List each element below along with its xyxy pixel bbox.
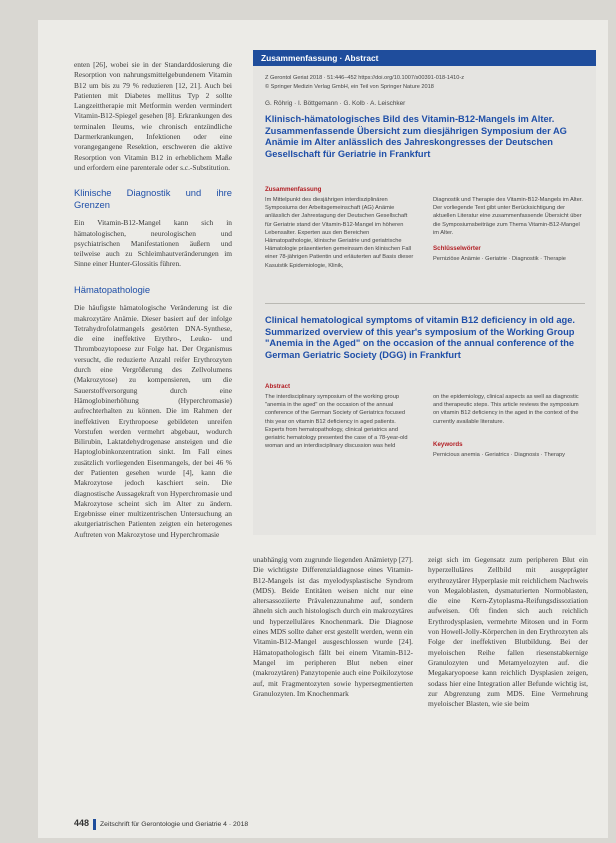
journal-name: Zeitschrift für Gerontologie und Geriatrie 4 · 2018 xyxy=(100,821,249,828)
zusammenfassung-col1: Im Mittelpunkt des diesjährigen interdisziplinären Symposiums der Arbeitsgemeinschaft (AG) Anämie anlässlich der Jahrestagung der Deutschen Gesellschaft für Geriatrie stand der Vitamin-B12-Mangel im höheren Lebensalter. Experten aus den Bereichen Hämatopathologie, klinische Geriatrie und geriatrische Hämatologie präsentierten gemeinsam den klinischen Fall einer 78-jährigen Patientin und erläuterten auf Basis dieser Kasuistik Epidemiologie, Klinik, xyxy=(265,197,414,269)
label-abstract: Abstract xyxy=(265,383,291,390)
left-column xyxy=(74,60,232,546)
footer-bar xyxy=(93,819,96,830)
citation-meta xyxy=(265,74,585,91)
left-para-2: Ein Vitamin-B12-Mangel kann sich in hämatologischen, neurologischen und psychiatrischen Manifestationen äußern und teilweise auch zu Schleimhautveränderungen im Sinne einer Hunter-Glossitis führen. xyxy=(74,218,232,269)
section-heading-haematopathologie: Hämatopathologie xyxy=(74,283,151,295)
page-footer xyxy=(74,818,248,830)
schluesselwoerter-text: Perniziöse Anämie · Geriatrie · Diagnostik · Therapie xyxy=(433,256,566,262)
german-title: Klinisch-hämatologisches Bild des Vitamin-B12-Mangels im Alter. Zusammenfassende Übersicht zum diesjährigen Symposium der AG Anämie im Alter anlässlich des Jahreskongresses der Deutschen Gesellschaft für Geriatrie in Frankfurt xyxy=(265,114,567,159)
abstract-col2: on the epidemiology, clinical aspects as well as diagnostic and therapeutic steps. This article reviews the symposium on vitamin B12 deficiency in the aged in the context of the currently available literature. xyxy=(433,394,579,425)
left-para-1: enten [26], wobei sie in der Standarddosierung die Resorption von nahrungsmittelgebundenem Vitamin B12 um bis zu 79 % reduzieren [12, 21]. Auch bei Patienten mit Diabetes mellitus Typ 2 sollte Langzeittherapie mit Metformin werden vermindert Vitamin-B12-Spiegel gesehen [8]. Erkrankungen des terminalen Ileums, wie chronisch entzündliche Darmerkrankungen, Infektionen oder eine vorangegangene Resektion, erschweren die aktive Resorption von Vitamin B12 in erheblichem Maße und erfordern eine parenterale oder s.c.-Substitution. xyxy=(74,60,232,172)
summary-header-bar xyxy=(253,50,596,66)
label-keywords: Keywords xyxy=(433,441,463,448)
body-column-2: unabhängig vom zugrunde liegenden Anämietyp [27]. Die wichtigste Differenzialdiagnose eines Vitamin-B12-Mangels ist das myelodysplastische Syndrom (MDS). Beide Entitäten weisen nicht nur eine altersassoziierte Prävalenzzunahme auf, sondern ähneln sich auch histologisch durch ein makrozytäres und hyperzelluläres Knochenmark. Die Diagnose eines MDS sollte daher erst gestellt werden, wenn ein Vitamin-B12-Mangel ausgeschlossen wurde [24]. Hämatopathologisch fällt bei einem Vitamin-B12-Mangel im peripheren Blut neben einer (makrozytären) Panzytopenie auch eine Poikilozytose auf, mit Fragmentozyten sowie hypersegmentierten Granulozyten. Im Knochenmark xyxy=(253,555,413,698)
journal-page xyxy=(38,20,608,838)
zusammenfassung-col2: Diagnostik und Therapie des Vitamin-B12-Mangels im Alter. Der vorliegende Text gibt unter Berücksichtigung der aktuellen Literatur eine zusammenfassende Übersicht über die Symposiumsbeiträge zum Thema Vitamin-B12-Mangel im Alter. xyxy=(433,197,583,236)
abstract-divider xyxy=(265,303,585,304)
section-heading-klinische-diagnostik: Klinische Diagnostik und ihre Grenzen xyxy=(74,187,232,210)
keywords-text: Pernicious anemia · Geriatrics · Diagnosis · Therapy xyxy=(433,452,566,458)
page-number: 448 xyxy=(74,818,90,828)
authors-line: G. Röhrig · I. Böttgemann · G. Kolb · A. Leischker xyxy=(265,100,406,107)
body-column-3: zeigt sich im Gegensatz zum peripheren Blut ein hyperzelluläres Zellbild mit ausgeprägter erythrozytärer Hyperplasie mit reichlichem Nachweis von Megaloblasten, dysmaturierten Normoblasten, die eine Kern-Zytoplasma-Reifungsdissoziation aufweisen. Oft finden sich auch reichlich Erythrodysplasien, vermehrte Mitosen und in Form von Howell-Jolly-Körperchen in den Erythrozyten als Folge der ineffektiven Blutbildung. Bei der myeloischen Reihe fallen riesenstabkernige Granulozyten und Metamyelozyten auf. die Megakaryopoese kann reichlich Dysplasien zeigen, sodass hier eine Integration aller Befunde wichtig ist, zur Abgrenzung zum MDS. Eine Vermehrung myeloischer Blasten, wie sie beim xyxy=(428,555,588,709)
copyright-line: © Springer Medizin Verlag GmbH, ein Teil von Springer Nature 2018 xyxy=(265,83,434,90)
summary-abstract-box xyxy=(253,50,596,535)
label-schluesselwoerter: Schlüsselwörter xyxy=(433,245,481,252)
label-zusammenfassung: Zusammenfassung xyxy=(265,186,322,193)
abstract-col1: The interdisciplinary symposium of the working group "anemia in the aged" on the occasion of the annual conference of the German Society of Geriatrics focused this year on vitamin B12 deficiency in aged patients. Experts from hematopathology, clinical geriatrics and geriatric hematology presented the case of a 78-year-old woman and an interdisciplinary discussion was held xyxy=(265,394,408,450)
english-title: Clinical hematological symptoms of vitamin B12 deficiency in old age. Summarized overview of this year's symposium of the Working Group "Anemia in the Aged" on the occasion of the annual conference of the German Geriatric Society (DGG) in Frankfurt xyxy=(265,315,575,360)
summary-header-text: Zusammenfassung · Abstract xyxy=(261,53,379,63)
citation-line: Z Gerontol Geriat 2018 · 51:446–452 https://doi.org/10.1007/s00391-018-1410-z xyxy=(265,75,465,81)
left-para-3: Die häufigste hämatologische Veränderung ist die makrozytäre Anämie. Dieser basiert auf der infolge Tetrahydrofolatmangels gestörten DNA-Synthese, die eine ineffektive Erythro-, Leuko- und Thrombozytopoese zur Folge hat. Der Organismus versucht, die reduzierte Anzahl reifer Erythrozyten durch eine Vergrößerung des Zellvolumens (Makrozytose) zu kompensieren, um die Sauerstoffversorgung durch eine Hämoglobinerhöhung (Hyperchromasie) aufrechterhalten zu können. Die im Rahmen der ineffektiven Erythropoese gebildeten unreifen Vorstufen werden vermehrt abgebaut, wodurch Bilirubin, Laktatdehydrogenase ansteigen und die Haptoglobinkonzentration sinkt. Im Fall eines zusätzlich vorliegenden Eisenmangels, der bei 46 % der Patienten gesehen wurde [4], kann die Makrozytose jedoch kaschiert sein. Die diagnostische Aussagekraft von Hyperchromasie und Makrozytose scheint sich im Alter zu ändern. Ergebnisse einer multizentrischen Untersuchung an akutgeriatrischen Patienten zeigten ein heterogenes Auftreten von Makrozytose und Hyperchromasie xyxy=(74,303,232,539)
